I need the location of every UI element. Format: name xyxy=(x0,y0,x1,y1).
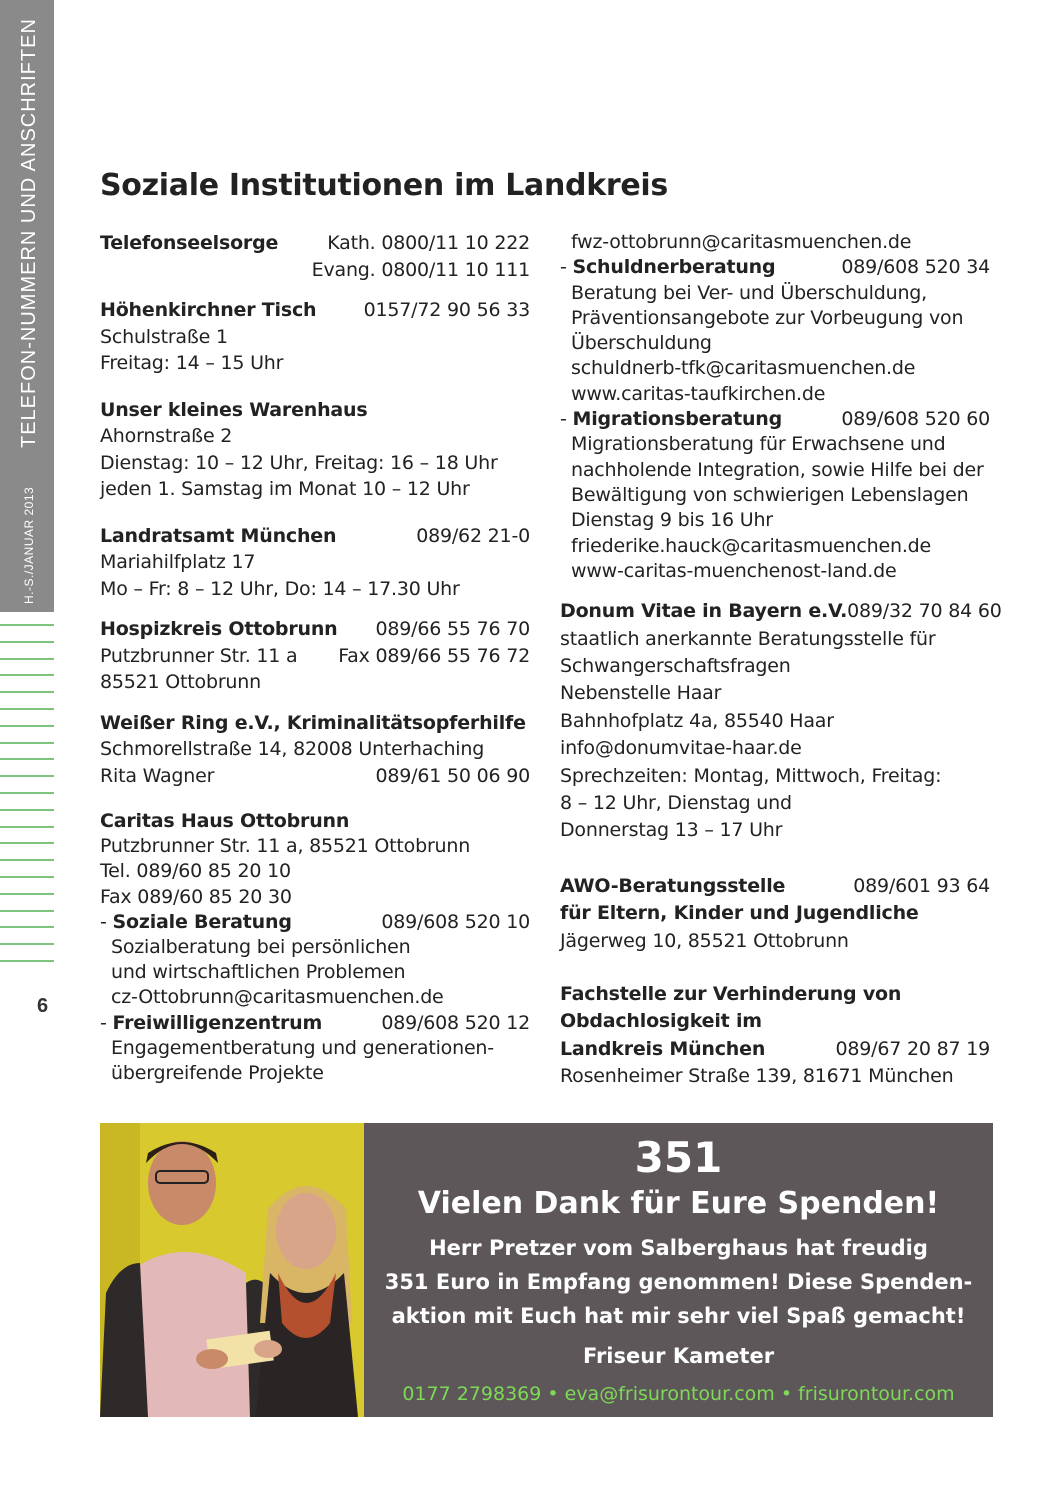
phone: 089/61 50 06 90 xyxy=(375,764,530,787)
page-title: Soziale Institutionen im Landkreis xyxy=(100,168,668,203)
phone: 089/608 520 60 xyxy=(841,408,990,431)
description: Bewältigung von schwierigen Lebenslagen xyxy=(571,483,969,506)
entry-subtitle: für Eltern, Kinder und Jugendliche xyxy=(560,902,919,925)
caritas-continued: fwz-ottobrunn@caritasmuenchen.de - Schuldnerberatung 089/608 520 34 Beratung bei Ver- und Überschuldung, Präventionsangebote zur Vorbeugung von Überschuldung schuldnerb-tfk@caritasmuenchen.de www.caritas-taufkirchen.de - Migrationsberatung 089/608 520 60 Migrationsberatung für Erwachsene und nachholende Integration, sowie Hilfe bei der Bewältigung von schwierigen Lebenslagen Dienstag 9 bis 16 Uhr friederike.hauck@caritasmuenchen.de www-caritas-muenchenost-land.de xyxy=(560,230,990,584)
street: Putzbrunner Str. 11 a xyxy=(100,644,298,667)
hours: jeden 1. Samstag im Monat 10 – 12 Uhr xyxy=(100,478,470,500)
ad-headline: Vielen Dank für Eure Spenden! xyxy=(417,1186,940,1221)
sidebar-band xyxy=(0,0,54,612)
left-column xyxy=(100,230,530,1086)
entry-fachstelle xyxy=(560,981,990,1091)
phone: 089/67 20 87 19 xyxy=(835,1037,990,1060)
ad-body-line: aktion mit Euch hat mir sehr viel Spaß gemacht! xyxy=(391,1304,966,1328)
entry-name: Unser kleines Warenhaus xyxy=(100,398,368,421)
entry-landratsamt xyxy=(100,523,530,603)
phone: 089/608 520 10 xyxy=(381,910,530,933)
phone: 089/32 70 84 60 xyxy=(847,600,1002,623)
sub-label: Migrationsberatung xyxy=(572,408,783,431)
hours: Donnerstag 13 – 17 Uhr xyxy=(560,819,783,842)
email: cz-Ottobrunn@caritasmuenchen.de xyxy=(111,986,444,1009)
entry-hoehenkirchner-tisch xyxy=(100,297,530,377)
photo-illustration xyxy=(100,1123,364,1417)
issue-label: H.-S./JANUAR 2013 xyxy=(22,486,36,604)
ad-body-line: 351 Euro in Empfang genommen! Diese Spenden- xyxy=(384,1270,973,1294)
page-number: 6 xyxy=(37,995,49,1017)
hours: Freitag: 14 – 15 Uhr xyxy=(100,352,284,374)
website: www.caritas-taufkirchen.de xyxy=(571,382,826,405)
right-column xyxy=(560,230,1002,1091)
ad-body-line: Herr Pretzer vom Salberghaus hat freudig xyxy=(429,1236,928,1260)
contact-person: Rita Wagner xyxy=(100,764,215,787)
section-title: TELEFON-NUMMERN UND ANSCHRIFTEN xyxy=(18,18,40,448)
email: info@donumvitae-haar.de xyxy=(560,737,802,760)
entry-warenhaus xyxy=(100,397,530,503)
entry-name: Telefonseelsorge xyxy=(100,232,279,254)
entry-hospizkreis xyxy=(100,616,530,696)
phone-kath: Kath. 0800/11 10 222 xyxy=(327,232,530,254)
decorative-green-lines xyxy=(0,624,54,977)
donation-photo xyxy=(100,1123,364,1417)
ad-contact: 0177 2798369 • eva@frisurontour.com • frisurontour.com xyxy=(402,1383,955,1405)
description: Nebenstelle Haar xyxy=(560,682,722,705)
description: und wirtschaftlichen Problemen xyxy=(111,961,406,984)
entry-weisser-ring xyxy=(100,710,530,790)
ad-text-panel xyxy=(364,1123,993,1417)
hours: Dienstag: 10 – 12 Uhr, Freitag: 16 – 18 Uhr xyxy=(100,451,498,474)
hours: 8 – 12 Uhr, Dienstag und xyxy=(560,792,792,814)
sub-label: Freiwilligenzentrum xyxy=(112,1011,323,1034)
entry-caritas: Caritas Haus Ottobrunn Putzbrunner Str. 11 a, 85521 Ottobrunn Tel. 089/60 85 20 10 Fax 089/60 85 20 30 - Soziale Beratung 089/608 520 10 Sozialberatung bei persönlichen und wirtschaftlichen Problemen cz-Ottobrunn@caritasmuenchen.de - Freiwilligenzentrum 089/608 520 12 Engagementberatung und generationen- übergreifende Projekte xyxy=(100,809,530,1086)
description: Sozialberatung bei persönlichen xyxy=(111,936,411,959)
website: www-caritas-muenchenost-land.de xyxy=(571,559,897,582)
donation-ad xyxy=(100,1123,993,1417)
description: Engagementberatung und generationen- xyxy=(111,1036,494,1059)
email: friederike.hauck@caritasmuenchen.de xyxy=(571,534,932,557)
street: Rosenheimer Straße 139, 81671 München xyxy=(560,1065,954,1088)
email: fwz-ottobrunn@caritasmuenchen.de xyxy=(571,231,912,253)
entry-name: Caritas Haus Ottobrunn xyxy=(100,810,350,832)
entry-name: Donum Vitae in Bayern e.V. xyxy=(560,600,848,623)
entry-name: AWO-Beratungsstelle xyxy=(560,874,786,897)
street: Jägerweg 10, 85521 Ottobrunn xyxy=(560,929,849,952)
street: Schulstraße 1 xyxy=(100,325,228,348)
street: Bahnhofplatz 4a, 85540 Haar xyxy=(560,709,834,732)
street: Mariahilfplatz 17 xyxy=(100,551,256,573)
donation-amount: 351 xyxy=(634,1133,723,1182)
description: Überschuldung xyxy=(571,332,712,355)
street: Ahornstraße 2 xyxy=(100,425,233,447)
entry-name: Obdachlosigkeit im xyxy=(560,1010,762,1033)
email: schuldnerb-tfk@caritasmuenchen.de xyxy=(571,357,916,380)
entry-name: Höhenkirchner Tisch xyxy=(100,299,317,321)
entry-name: Landratsamt München xyxy=(100,524,337,547)
entry-name: Hospizkreis Ottobrunn xyxy=(100,618,338,640)
ad-signature: Friseur Kameter xyxy=(582,1344,775,1368)
phone: 089/608 520 34 xyxy=(841,256,990,279)
description: Präventionsangebote zur Vorbeugung von xyxy=(571,306,964,329)
phone: 089/62 21-0 xyxy=(416,524,530,547)
phone: 089/608 520 12 xyxy=(381,1011,530,1034)
entry-awo xyxy=(560,873,990,955)
description: staatlich anerkannte Beratungsstelle für xyxy=(560,627,936,650)
phone: 089/66 55 76 70 xyxy=(375,618,530,640)
sub-label: Schuldnerberatung xyxy=(572,256,776,279)
city: 85521 Ottobrunn xyxy=(100,671,261,693)
entry-telefonseelsorge xyxy=(100,230,530,283)
hours: Mo – Fr: 8 – 12 Uhr, Do: 14 – 17.30 Uhr xyxy=(100,577,460,600)
description: Migrationsberatung für Erwachsene und xyxy=(571,433,946,456)
fax: Fax 089/60 85 20 30 xyxy=(100,885,292,908)
description: Schwangerschaftsfragen xyxy=(560,654,791,677)
entry-name: Landkreis München xyxy=(560,1037,766,1060)
phone: 0157/72 90 56 33 xyxy=(363,299,530,321)
hours: Sprechzeiten: Montag, Mittwoch, Freitag: xyxy=(560,764,942,787)
tel: Tel. 089/60 85 20 10 xyxy=(100,860,291,883)
entry-name: Fachstelle zur Verhinderung von xyxy=(560,983,902,1006)
phone-evang: Evang. 0800/11 10 111 xyxy=(311,258,530,281)
description: übergreifende Projekte xyxy=(111,1062,324,1085)
street: Schmorellstraße 14, 82008 Unterhaching xyxy=(100,738,485,760)
entry-name: Weißer Ring e.V., Kriminalitätsopferhilfe xyxy=(100,711,526,734)
sub-label: Soziale Beratung xyxy=(112,910,292,933)
hours: Dienstag 9 bis 16 Uhr xyxy=(571,509,773,532)
entry-donum-vitae xyxy=(560,598,1002,845)
phone: 089/601 93 64 xyxy=(853,874,990,897)
fax: Fax 089/66 55 76 72 xyxy=(338,644,530,667)
description: Beratung bei Ver- und Überschuldung, xyxy=(571,281,927,304)
street: Putzbrunner Str. 11 a, 85521 Ottobrunn xyxy=(100,835,471,858)
description: nachholende Integration, sowie Hilfe bei der xyxy=(571,458,984,481)
